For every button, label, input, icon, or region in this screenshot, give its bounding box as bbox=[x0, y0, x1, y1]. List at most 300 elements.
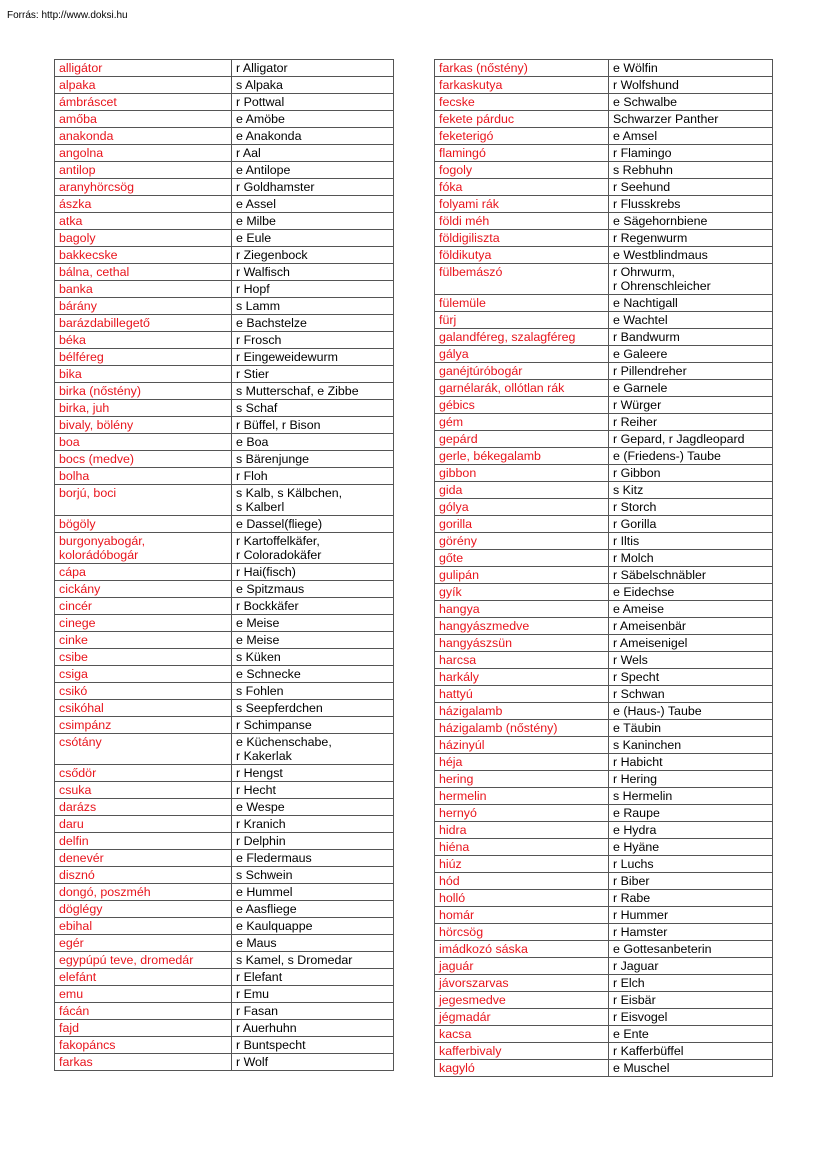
vocab-row bbox=[435, 873, 773, 890]
vocab-row bbox=[435, 363, 773, 380]
vocab-row bbox=[55, 717, 394, 734]
hungarian-term: házigalamb bbox=[435, 703, 609, 720]
vocab-row bbox=[435, 329, 773, 346]
hungarian-term: burgonyabogár, kolorádóbogár bbox=[55, 533, 232, 564]
vocab-row bbox=[55, 816, 394, 833]
german-term: e Schwalbe bbox=[609, 94, 773, 111]
vocab-row bbox=[435, 431, 773, 448]
vocab-row bbox=[55, 581, 394, 598]
vocab-row bbox=[55, 700, 394, 717]
vocab-row bbox=[435, 550, 773, 567]
vocab-row bbox=[435, 448, 773, 465]
hungarian-term: bagoly bbox=[55, 230, 232, 247]
german-term: e Milbe bbox=[232, 213, 394, 230]
hungarian-term: hidra bbox=[435, 822, 609, 839]
hungarian-term: jávorszarvas bbox=[435, 975, 609, 992]
hungarian-term: bocs (medve) bbox=[55, 451, 232, 468]
hungarian-term: gida bbox=[435, 482, 609, 499]
german-term: r Walfisch bbox=[232, 264, 394, 281]
hungarian-term: gőte bbox=[435, 550, 609, 567]
hungarian-term: farkas (nőstény) bbox=[435, 60, 609, 77]
vocab-row bbox=[435, 771, 773, 788]
german-term: r Büffel, r Bison bbox=[232, 417, 394, 434]
vocab-row bbox=[435, 128, 773, 145]
hungarian-term: cickány bbox=[55, 581, 232, 598]
vocab-row bbox=[435, 839, 773, 856]
hungarian-term: csimpánz bbox=[55, 717, 232, 734]
german-term: e Eidechse bbox=[609, 584, 773, 601]
german-term: e Boa bbox=[232, 434, 394, 451]
german-term: r Molch bbox=[609, 550, 773, 567]
hungarian-term: bakkecske bbox=[55, 247, 232, 264]
vocab-row bbox=[55, 94, 394, 111]
german-term: e Amöbe bbox=[232, 111, 394, 128]
german-term: e Amsel bbox=[609, 128, 773, 145]
german-term: s Seepferdchen bbox=[232, 700, 394, 717]
vocab-row bbox=[435, 1060, 773, 1077]
german-term: e Ameise bbox=[609, 601, 773, 618]
vocab-row bbox=[435, 941, 773, 958]
hungarian-term: alpaka bbox=[55, 77, 232, 94]
vocab-row bbox=[55, 383, 394, 400]
vocab-row bbox=[435, 737, 773, 754]
hungarian-term: farkaskutya bbox=[435, 77, 609, 94]
german-term: e Westblindmaus bbox=[609, 247, 773, 264]
vocab-row bbox=[55, 918, 394, 935]
hungarian-term: egér bbox=[55, 935, 232, 952]
german-term: r Eingeweidewurm bbox=[232, 349, 394, 366]
hungarian-term: elefánt bbox=[55, 969, 232, 986]
hungarian-term: jegesmedve bbox=[435, 992, 609, 1009]
german-term: r Hengst bbox=[232, 765, 394, 782]
vocab-row bbox=[55, 632, 394, 649]
vocab-row bbox=[55, 400, 394, 417]
hungarian-term: bárány bbox=[55, 298, 232, 315]
vocab-row bbox=[435, 516, 773, 533]
vocab-row bbox=[55, 1003, 394, 1020]
vocab-row bbox=[55, 434, 394, 451]
vocab-row bbox=[55, 1054, 394, 1071]
vocab-row bbox=[435, 890, 773, 907]
german-term: e Gottesanbeterin bbox=[609, 941, 773, 958]
german-term: s Fohlen bbox=[232, 683, 394, 700]
german-term: r Aal bbox=[232, 145, 394, 162]
german-term: r Iltis bbox=[609, 533, 773, 550]
german-term: s Alpaka bbox=[232, 77, 394, 94]
hungarian-term: barázdabillegető bbox=[55, 315, 232, 332]
vocab-row bbox=[435, 686, 773, 703]
vocab-row bbox=[55, 315, 394, 332]
vocab-row bbox=[435, 533, 773, 550]
german-term: s Kamel, s Dromedar bbox=[232, 952, 394, 969]
vocab-row bbox=[435, 567, 773, 584]
german-term: s Küken bbox=[232, 649, 394, 666]
vocab-row bbox=[55, 598, 394, 615]
german-term: r Gibbon bbox=[609, 465, 773, 482]
german-term: r Goldhamster bbox=[232, 179, 394, 196]
vocab-row bbox=[55, 332, 394, 349]
german-term: s Schaf bbox=[232, 400, 394, 417]
hungarian-term: hangyászmedve bbox=[435, 618, 609, 635]
hungarian-term: fülemüle bbox=[435, 295, 609, 312]
hungarian-term: csibe bbox=[55, 649, 232, 666]
vocab-row bbox=[435, 601, 773, 618]
german-term: e Schnecke bbox=[232, 666, 394, 683]
hungarian-term: galandféreg, szalagféreg bbox=[435, 329, 609, 346]
vocab-row bbox=[435, 60, 773, 77]
german-term: e Dassel(fliege) bbox=[232, 516, 394, 533]
hungarian-term: gibbon bbox=[435, 465, 609, 482]
hungarian-term: földi méh bbox=[435, 213, 609, 230]
hungarian-term: aranyhörcsög bbox=[55, 179, 232, 196]
hungarian-term: görény bbox=[435, 533, 609, 550]
hungarian-term: gém bbox=[435, 414, 609, 431]
vocab-row bbox=[435, 380, 773, 397]
hungarian-term: jaguár bbox=[435, 958, 609, 975]
hungarian-term: fácán bbox=[55, 1003, 232, 1020]
vocab-row bbox=[55, 349, 394, 366]
german-term: e Antilope bbox=[232, 162, 394, 179]
german-term: e Kaulquappe bbox=[232, 918, 394, 935]
vocab-row bbox=[55, 901, 394, 918]
german-term: r Flusskrebs bbox=[609, 196, 773, 213]
german-term: r Stier bbox=[232, 366, 394, 383]
vocab-row bbox=[55, 247, 394, 264]
hungarian-term: emu bbox=[55, 986, 232, 1003]
hungarian-term: csikó bbox=[55, 683, 232, 700]
vocab-row bbox=[435, 312, 773, 329]
vocab-row bbox=[55, 281, 394, 298]
german-term: e Hyäne bbox=[609, 839, 773, 856]
german-term: r Wolfshund bbox=[609, 77, 773, 94]
vocab-row bbox=[435, 958, 773, 975]
hungarian-term: birka, juh bbox=[55, 400, 232, 417]
german-term: r Würger bbox=[609, 397, 773, 414]
hungarian-term: feketerigó bbox=[435, 128, 609, 145]
hungarian-term: hiúz bbox=[435, 856, 609, 873]
hungarian-term: disznó bbox=[55, 867, 232, 884]
german-term: r Emu bbox=[232, 986, 394, 1003]
german-term: r Pillendreher bbox=[609, 363, 773, 380]
vocab-row bbox=[55, 111, 394, 128]
hungarian-term: amőba bbox=[55, 111, 232, 128]
hungarian-term: házinyúl bbox=[435, 737, 609, 754]
vocab-row bbox=[435, 111, 773, 128]
german-term: r Delphin bbox=[232, 833, 394, 850]
vocab-row bbox=[435, 295, 773, 312]
german-term: r Eisvogel bbox=[609, 1009, 773, 1026]
vocab-row bbox=[55, 782, 394, 799]
german-term: e Fledermaus bbox=[232, 850, 394, 867]
vocab-row bbox=[435, 992, 773, 1009]
vocab-row bbox=[435, 975, 773, 992]
vocab-row bbox=[55, 451, 394, 468]
german-term: r Regenwurm bbox=[609, 230, 773, 247]
german-term: e Küchenschabe, r Kakerlak bbox=[232, 734, 394, 765]
hungarian-term: harkály bbox=[435, 669, 609, 686]
vocab-row bbox=[55, 867, 394, 884]
vocab-row bbox=[435, 584, 773, 601]
vocab-row bbox=[55, 799, 394, 816]
hungarian-term: farkas bbox=[55, 1054, 232, 1071]
vocab-row bbox=[55, 162, 394, 179]
vocab-row bbox=[435, 397, 773, 414]
vocab-row bbox=[55, 952, 394, 969]
vocab-row bbox=[435, 213, 773, 230]
german-term: r Elefant bbox=[232, 969, 394, 986]
hungarian-term: angolna bbox=[55, 145, 232, 162]
german-term: e Hummel bbox=[232, 884, 394, 901]
vocab-table-left bbox=[54, 59, 394, 1071]
hungarian-term: kacsa bbox=[435, 1026, 609, 1043]
vocab-row bbox=[55, 230, 394, 247]
german-term: e Hydra bbox=[609, 822, 773, 839]
vocab-row bbox=[55, 533, 394, 564]
german-term: r Hai(fisch) bbox=[232, 564, 394, 581]
hungarian-term: darázs bbox=[55, 799, 232, 816]
vocab-row bbox=[55, 179, 394, 196]
hungarian-term: bolha bbox=[55, 468, 232, 485]
german-term: e Assel bbox=[232, 196, 394, 213]
hungarian-term: földikutya bbox=[435, 247, 609, 264]
hungarian-term: csiga bbox=[55, 666, 232, 683]
hungarian-term: banka bbox=[55, 281, 232, 298]
vocab-row bbox=[435, 499, 773, 516]
german-term: r Eisbär bbox=[609, 992, 773, 1009]
german-term: r Reiher bbox=[609, 414, 773, 431]
german-term: e Bachstelze bbox=[232, 315, 394, 332]
german-term: r Elch bbox=[609, 975, 773, 992]
german-term: e Ente bbox=[609, 1026, 773, 1043]
german-term: e Wölfin bbox=[609, 60, 773, 77]
hungarian-term: bivaly, bölény bbox=[55, 417, 232, 434]
german-term: e Täubin bbox=[609, 720, 773, 737]
hungarian-term: hangya bbox=[435, 601, 609, 618]
german-term: r Wels bbox=[609, 652, 773, 669]
hungarian-term: gorilla bbox=[435, 516, 609, 533]
german-term: r Kranich bbox=[232, 816, 394, 833]
german-term: r Buntspecht bbox=[232, 1037, 394, 1054]
hungarian-term: dongó, poszméh bbox=[55, 884, 232, 901]
vocab-row bbox=[435, 482, 773, 499]
hungarian-term: fülbemászó bbox=[435, 264, 609, 295]
vocab-row bbox=[55, 734, 394, 765]
vocab-row bbox=[55, 468, 394, 485]
vocab-row bbox=[55, 833, 394, 850]
vocab-table-right bbox=[434, 59, 773, 1077]
german-term: Schwarzer Panther bbox=[609, 111, 773, 128]
vocab-row bbox=[55, 1020, 394, 1037]
german-term: r Alligator bbox=[232, 60, 394, 77]
german-term: e (Friedens-) Taube bbox=[609, 448, 773, 465]
hungarian-term: atka bbox=[55, 213, 232, 230]
german-term: e Wespe bbox=[232, 799, 394, 816]
vocab-row bbox=[55, 969, 394, 986]
hungarian-term: cápa bbox=[55, 564, 232, 581]
vocab-row bbox=[435, 635, 773, 652]
hungarian-term: bögöly bbox=[55, 516, 232, 533]
hungarian-term: béka bbox=[55, 332, 232, 349]
vocab-row bbox=[435, 703, 773, 720]
vocab-row bbox=[55, 366, 394, 383]
german-term: r Specht bbox=[609, 669, 773, 686]
vocab-row bbox=[435, 145, 773, 162]
german-term: r Ziegenbock bbox=[232, 247, 394, 264]
hungarian-term: hattyú bbox=[435, 686, 609, 703]
vocab-row bbox=[435, 414, 773, 431]
vocab-row bbox=[435, 230, 773, 247]
german-term: e Wachtel bbox=[609, 312, 773, 329]
german-term: s Bärenjunge bbox=[232, 451, 394, 468]
vocab-row bbox=[55, 564, 394, 581]
vocab-row bbox=[55, 986, 394, 1003]
german-term: e Meise bbox=[232, 632, 394, 649]
hungarian-term: denevér bbox=[55, 850, 232, 867]
hungarian-term: bika bbox=[55, 366, 232, 383]
hungarian-term: harcsa bbox=[435, 652, 609, 669]
vocab-row bbox=[435, 805, 773, 822]
hungarian-term: anakonda bbox=[55, 128, 232, 145]
german-term: e Garnele bbox=[609, 380, 773, 397]
vocab-row bbox=[55, 298, 394, 315]
vocab-row bbox=[55, 666, 394, 683]
vocab-row bbox=[435, 822, 773, 839]
hungarian-term: fekete párduc bbox=[435, 111, 609, 128]
vocab-row bbox=[55, 145, 394, 162]
vocab-row bbox=[435, 618, 773, 635]
german-term: r Fasan bbox=[232, 1003, 394, 1020]
hungarian-term: cinke bbox=[55, 632, 232, 649]
vocab-row bbox=[55, 683, 394, 700]
german-term: r Gepard, r Jagdleopard bbox=[609, 431, 773, 448]
hungarian-term: fogoly bbox=[435, 162, 609, 179]
vocab-row bbox=[55, 213, 394, 230]
vocab-row bbox=[55, 765, 394, 782]
hungarian-term: fecske bbox=[435, 94, 609, 111]
german-term: r Bandwurm bbox=[609, 329, 773, 346]
vocab-row bbox=[55, 884, 394, 901]
hungarian-term: csótány bbox=[55, 734, 232, 765]
hungarian-term: ebihal bbox=[55, 918, 232, 935]
german-term: r Luchs bbox=[609, 856, 773, 873]
hungarian-term: borjú, boci bbox=[55, 485, 232, 516]
hungarian-term: imádkozó sáska bbox=[435, 941, 609, 958]
german-term: r Seehund bbox=[609, 179, 773, 196]
vocab-row bbox=[435, 179, 773, 196]
german-term: e Nachtigall bbox=[609, 295, 773, 312]
hungarian-term: hiéna bbox=[435, 839, 609, 856]
vocab-row bbox=[435, 669, 773, 686]
hungarian-term: gólya bbox=[435, 499, 609, 516]
german-term: r Frosch bbox=[232, 332, 394, 349]
hungarian-term: folyami rák bbox=[435, 196, 609, 213]
vocab-row bbox=[435, 856, 773, 873]
german-term: s Hermelin bbox=[609, 788, 773, 805]
german-term: s Kaninchen bbox=[609, 737, 773, 754]
german-term: r Pottwal bbox=[232, 94, 394, 111]
vocab-row bbox=[55, 417, 394, 434]
hungarian-term: ámbráscet bbox=[55, 94, 232, 111]
vocab-row bbox=[55, 485, 394, 516]
vocab-row bbox=[435, 94, 773, 111]
hungarian-term: földigiliszta bbox=[435, 230, 609, 247]
hungarian-term: delfin bbox=[55, 833, 232, 850]
german-term: e Muschel bbox=[609, 1060, 773, 1077]
vocab-row bbox=[55, 935, 394, 952]
hungarian-term: hering bbox=[435, 771, 609, 788]
vocab-row bbox=[435, 1043, 773, 1060]
hungarian-term: cinege bbox=[55, 615, 232, 632]
german-term: e Raupe bbox=[609, 805, 773, 822]
hungarian-term: csikóhal bbox=[55, 700, 232, 717]
german-term: r Flamingo bbox=[609, 145, 773, 162]
hungarian-term: daru bbox=[55, 816, 232, 833]
hungarian-term: holló bbox=[435, 890, 609, 907]
source-header: Forrás: http://www.doksi.hu bbox=[7, 10, 128, 21]
german-term: e Maus bbox=[232, 935, 394, 952]
hungarian-term: fürj bbox=[435, 312, 609, 329]
german-term: r Schwan bbox=[609, 686, 773, 703]
vocab-row bbox=[435, 162, 773, 179]
vocab-row bbox=[435, 788, 773, 805]
vocab-row bbox=[55, 649, 394, 666]
german-term: e Aasfliege bbox=[232, 901, 394, 918]
german-term: s Kalb, s Kälbchen, s Kalberl bbox=[232, 485, 394, 516]
hungarian-term: flamingó bbox=[435, 145, 609, 162]
hungarian-term: kagyló bbox=[435, 1060, 609, 1077]
german-term: r Hecht bbox=[232, 782, 394, 799]
vocab-row bbox=[435, 1026, 773, 1043]
german-term: e Anakonda bbox=[232, 128, 394, 145]
vocab-row bbox=[55, 128, 394, 145]
hungarian-term: gálya bbox=[435, 346, 609, 363]
german-term: r Kartoffelkäfer, r Coloradokäfer bbox=[232, 533, 394, 564]
vocab-row bbox=[435, 264, 773, 295]
german-term: r Wolf bbox=[232, 1054, 394, 1071]
vocab-row bbox=[435, 754, 773, 771]
german-term: r Storch bbox=[609, 499, 773, 516]
hungarian-term: hermelin bbox=[435, 788, 609, 805]
hungarian-term: fajd bbox=[55, 1020, 232, 1037]
vocab-row bbox=[55, 516, 394, 533]
german-term: r Ameisenigel bbox=[609, 635, 773, 652]
german-term: s Lamm bbox=[232, 298, 394, 315]
german-term: e (Haus-) Taube bbox=[609, 703, 773, 720]
german-term: e Galeere bbox=[609, 346, 773, 363]
vocab-row bbox=[435, 1009, 773, 1026]
german-term: r Schimpanse bbox=[232, 717, 394, 734]
german-term: r Kafferbüffel bbox=[609, 1043, 773, 1060]
hungarian-term: héja bbox=[435, 754, 609, 771]
vocab-row bbox=[435, 652, 773, 669]
hungarian-term: bálna, cethal bbox=[55, 264, 232, 281]
hungarian-term: döglégy bbox=[55, 901, 232, 918]
vocab-row bbox=[435, 346, 773, 363]
vocab-row bbox=[435, 77, 773, 94]
hungarian-term: kafferbivaly bbox=[435, 1043, 609, 1060]
german-term: e Spitzmaus bbox=[232, 581, 394, 598]
german-term: s Mutterschaf, e Zibbe bbox=[232, 383, 394, 400]
german-term: r Hamster bbox=[609, 924, 773, 941]
german-term: e Meise bbox=[232, 615, 394, 632]
german-term: r Biber bbox=[609, 873, 773, 890]
vocab-row bbox=[55, 196, 394, 213]
german-term: s Schwein bbox=[232, 867, 394, 884]
german-term: r Ameisenbär bbox=[609, 618, 773, 635]
hungarian-term: gyík bbox=[435, 584, 609, 601]
vocab-row bbox=[55, 77, 394, 94]
german-term: r Auerhuhn bbox=[232, 1020, 394, 1037]
